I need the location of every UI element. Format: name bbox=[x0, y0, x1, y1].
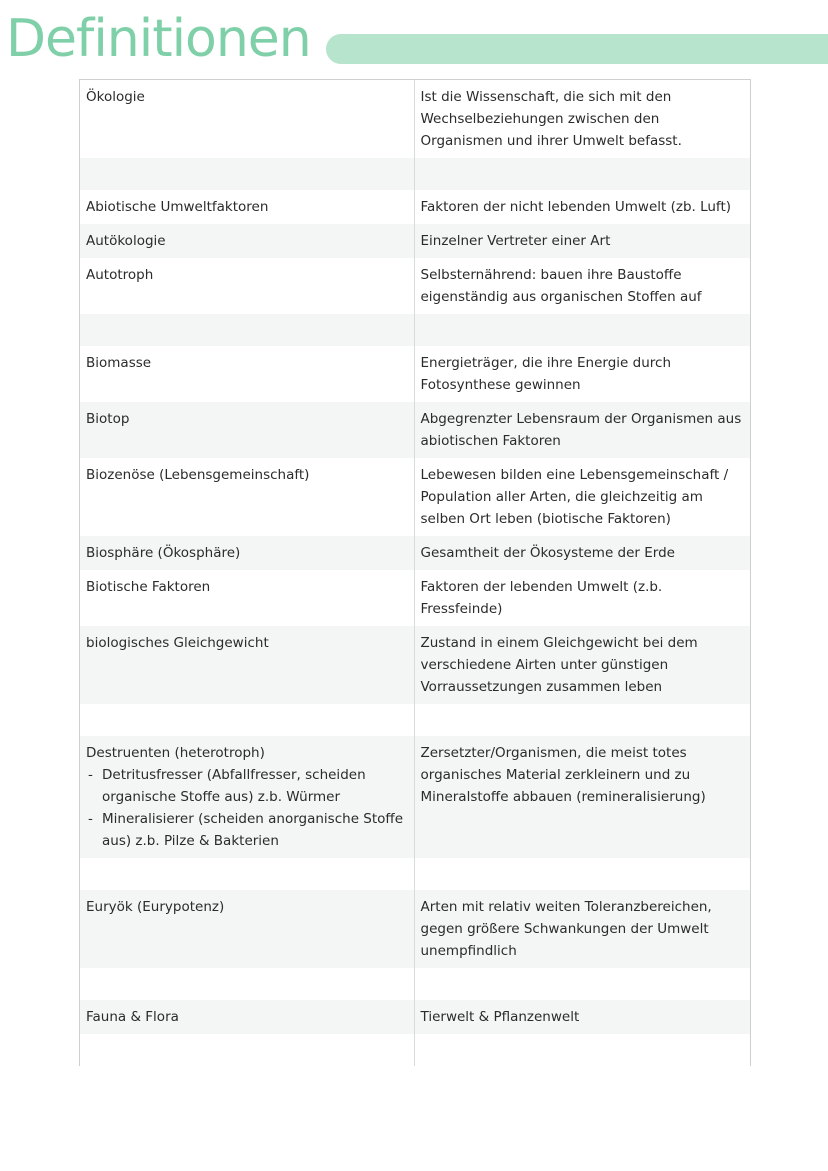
definition-cell bbox=[414, 858, 750, 890]
term-cell: Ökologie bbox=[80, 80, 414, 158]
page-title: Definitionen bbox=[6, 9, 311, 69]
table-row bbox=[80, 224, 750, 258]
definitions-table bbox=[79, 79, 751, 1066]
term-cell: Biosphäre (Ökosphäre) bbox=[80, 536, 414, 570]
table-row bbox=[80, 80, 750, 158]
definition-cell: Energieträger, die ihre Energie durch Fotosynthese gewinnen bbox=[414, 346, 750, 402]
table-row-empty bbox=[80, 158, 750, 190]
definition-cell: Ist die Wissenschaft, die sich mit den Wechselbeziehungen zwischen den Organismen und ihrer Umwelt befasst. bbox=[414, 80, 750, 158]
term-cell: Abiotische Umweltfaktoren bbox=[80, 190, 414, 224]
term-cell: Euryök (Eurypotenz) bbox=[80, 890, 414, 968]
table-row bbox=[80, 570, 750, 626]
definition-cell: Zustand in einem Gleichgewicht bei dem verschiedene Airten unter günstigen Vorraussetzungen zusammen leben bbox=[414, 626, 750, 704]
definition-cell bbox=[414, 704, 750, 736]
table-row bbox=[80, 1000, 750, 1034]
term-cell: biologisches Gleichgewicht bbox=[80, 626, 414, 704]
definition-cell: Faktoren der nicht lebenden Umwelt (zb. Luft) bbox=[414, 190, 750, 224]
table-row-empty bbox=[80, 1034, 750, 1066]
table-row bbox=[80, 258, 750, 314]
term-text: Destruenten (heterotroph) bbox=[86, 745, 265, 761]
table-row bbox=[80, 626, 750, 704]
definition-cell bbox=[414, 158, 750, 190]
term-cell: Fauna & Flora bbox=[80, 1000, 414, 1034]
term-cell bbox=[80, 158, 414, 190]
table-row bbox=[80, 190, 750, 224]
page-header bbox=[0, 0, 828, 80]
table-row bbox=[80, 736, 750, 858]
definition-cell: Zersetzter/Organismen, die meist totes organisches Material zerkleinern und zu Mineralstoffe abbauen (remineralisierung) bbox=[414, 736, 750, 858]
table-row bbox=[80, 890, 750, 968]
term-cell bbox=[80, 704, 414, 736]
term-cell: Autökologie bbox=[80, 224, 414, 258]
term-cell bbox=[80, 1034, 414, 1066]
sub-item: - Detritusfresser (Abfallfresser, scheiden organische Stoffe aus) z.b. Würmer bbox=[86, 764, 408, 808]
definition-cell bbox=[414, 968, 750, 1000]
term-cell: Biotische Faktoren bbox=[80, 570, 414, 626]
table-row-empty bbox=[80, 968, 750, 1000]
term-cell bbox=[80, 736, 414, 858]
definition-cell bbox=[414, 1034, 750, 1066]
term-cell: Biotop bbox=[80, 402, 414, 458]
definition-cell: Tierwelt & Pflanzenwelt bbox=[414, 1000, 750, 1034]
table-row bbox=[80, 402, 750, 458]
title-underline-bar bbox=[326, 34, 828, 64]
table-row-empty bbox=[80, 858, 750, 890]
term-cell: Biomasse bbox=[80, 346, 414, 402]
term-cell: Autotroph bbox=[80, 258, 414, 314]
term-cell bbox=[80, 968, 414, 1000]
term-cell bbox=[80, 314, 414, 346]
definition-cell: Arten mit relativ weiten Toleranzbereichen, gegen größere Schwankungen der Umwelt unempfindlich bbox=[414, 890, 750, 968]
table-row bbox=[80, 536, 750, 570]
term-cell bbox=[80, 858, 414, 890]
definition-cell: Selbsternährend: bauen ihre Baustoffe eigenständig aus organischen Stoffen auf bbox=[414, 258, 750, 314]
definition-cell: Einzelner Vertreter einer Art bbox=[414, 224, 750, 258]
definition-cell: Lebewesen bilden eine Lebensgemeinschaft / Population aller Arten, die gleichzeitig am selben Ort leben (biotische Faktoren) bbox=[414, 458, 750, 536]
definition-cell: Abgegrenzter Lebensraum der Organismen aus abiotischen Faktoren bbox=[414, 402, 750, 458]
table-row-empty bbox=[80, 314, 750, 346]
definition-cell: Gesamtheit der Ökosysteme der Erde bbox=[414, 536, 750, 570]
table-row bbox=[80, 458, 750, 536]
definition-cell bbox=[414, 314, 750, 346]
term-cell: Biozenöse (Lebensgemeinschaft) bbox=[80, 458, 414, 536]
sub-item: - Mineralisierer (scheiden anorganische Stoffe aus) z.b. Pilze & Bakterien bbox=[86, 808, 408, 852]
table-row-empty bbox=[80, 704, 750, 736]
table-row bbox=[80, 346, 750, 402]
definition-cell: Faktoren der lebenden Umwelt (z.b. Fressfeinde) bbox=[414, 570, 750, 626]
